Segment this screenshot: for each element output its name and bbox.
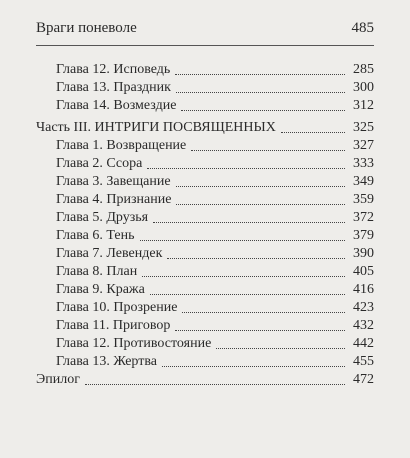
toc-entry-page: 405 bbox=[353, 264, 374, 279]
toc-entry-page: 416 bbox=[353, 282, 374, 297]
toc-entry bbox=[56, 262, 374, 282]
leader-dots bbox=[281, 132, 345, 133]
toc-entry-page: 432 bbox=[353, 318, 374, 333]
toc-entry-page: 312 bbox=[353, 98, 374, 113]
toc-entry-label: Эпилог bbox=[36, 372, 80, 387]
toc-entry-label: Глава 7. Левендек bbox=[56, 246, 163, 261]
toc-entry-page: 349 bbox=[353, 174, 374, 189]
leader-dots bbox=[150, 294, 345, 295]
toc-entry bbox=[56, 154, 374, 174]
toc-entry-label: Глава 13. Жертва bbox=[56, 354, 158, 369]
toc-entry-label: Глава 13. Праздник bbox=[56, 80, 171, 95]
leader-dots bbox=[140, 240, 346, 241]
toc-entry-label: Глава 10. Прозрение bbox=[56, 300, 178, 315]
toc-epilogue bbox=[36, 370, 374, 390]
toc-entry bbox=[56, 298, 374, 318]
book-title: Враги поневоле bbox=[36, 20, 137, 36]
toc-entry-page: 285 bbox=[353, 62, 374, 77]
toc-entry-label: Глава 9. Кража bbox=[56, 282, 145, 297]
toc-entry-page: 423 bbox=[353, 300, 374, 315]
toc-entry bbox=[56, 136, 374, 156]
toc-entry-label: Глава 11. Приговор bbox=[56, 318, 171, 333]
toc-entry-page: 472 bbox=[353, 372, 374, 387]
leader-dots bbox=[153, 222, 345, 223]
leader-dots bbox=[182, 312, 345, 313]
leader-dots bbox=[181, 110, 345, 111]
toc-entry-page: 325 bbox=[353, 120, 374, 135]
leader-dots bbox=[147, 168, 345, 169]
leader-dots bbox=[216, 348, 345, 349]
toc-entry-label: Глава 12. Исповедь bbox=[56, 62, 171, 77]
toc-entry-label: Глава 1. Возвращение bbox=[56, 138, 187, 153]
leader-dots bbox=[85, 384, 345, 385]
leader-dots bbox=[176, 92, 345, 93]
toc-entry bbox=[56, 60, 374, 80]
toc-entry-page: 327 bbox=[353, 138, 374, 153]
leader-dots bbox=[167, 258, 345, 259]
toc-entry-label: Глава 8. План bbox=[56, 264, 138, 279]
toc-entry-label: Глава 14. Возмездие bbox=[56, 98, 177, 113]
toc-part-heading bbox=[36, 118, 374, 138]
toc-entry-label: Глава 12. Противостояние bbox=[56, 336, 212, 351]
toc-entry bbox=[56, 208, 374, 228]
toc-entry-page: 300 bbox=[353, 80, 374, 95]
toc-entry bbox=[56, 280, 374, 300]
leader-dots bbox=[142, 276, 345, 277]
toc-entry bbox=[56, 78, 374, 98]
leader-dots bbox=[191, 150, 345, 151]
toc-entry-page: 442 bbox=[353, 336, 374, 351]
leader-dots bbox=[175, 330, 345, 331]
toc-entry bbox=[56, 316, 374, 336]
toc-entry-label: Глава 3. Завещание bbox=[56, 174, 171, 189]
leader-dots bbox=[176, 204, 345, 205]
toc-entry bbox=[56, 334, 374, 354]
toc-entry-page: 333 bbox=[353, 156, 374, 171]
toc-entry-page: 379 bbox=[353, 228, 374, 243]
leader-dots bbox=[175, 74, 345, 75]
leader-dots bbox=[162, 366, 345, 367]
leader-dots bbox=[176, 186, 345, 187]
toc-entry-label: Глава 6. Тень bbox=[56, 228, 135, 243]
toc-entry bbox=[56, 172, 374, 192]
toc-entry-page: 390 bbox=[353, 246, 374, 261]
toc-entry-page: 372 bbox=[353, 210, 374, 225]
toc-entry bbox=[56, 190, 374, 210]
toc-entry-label: Глава 5. Друзья bbox=[56, 210, 149, 225]
toc-entry bbox=[56, 96, 374, 116]
toc-entry-label: Глава 4. Признание bbox=[56, 192, 172, 207]
toc-entry bbox=[56, 352, 374, 372]
toc-entry-label: Глава 2. Ссора bbox=[56, 156, 143, 171]
toc-entry-label: Часть III. ИНТРИГИ ПОСВЯЩЕННЫХ bbox=[36, 120, 276, 135]
toc-entry-page: 359 bbox=[353, 192, 374, 207]
toc-entry bbox=[56, 226, 374, 246]
page-number: 485 bbox=[351, 20, 374, 36]
header-rule bbox=[36, 45, 374, 46]
toc-entry bbox=[56, 244, 374, 264]
page-header bbox=[36, 18, 374, 38]
toc-entry-page: 455 bbox=[353, 354, 374, 369]
